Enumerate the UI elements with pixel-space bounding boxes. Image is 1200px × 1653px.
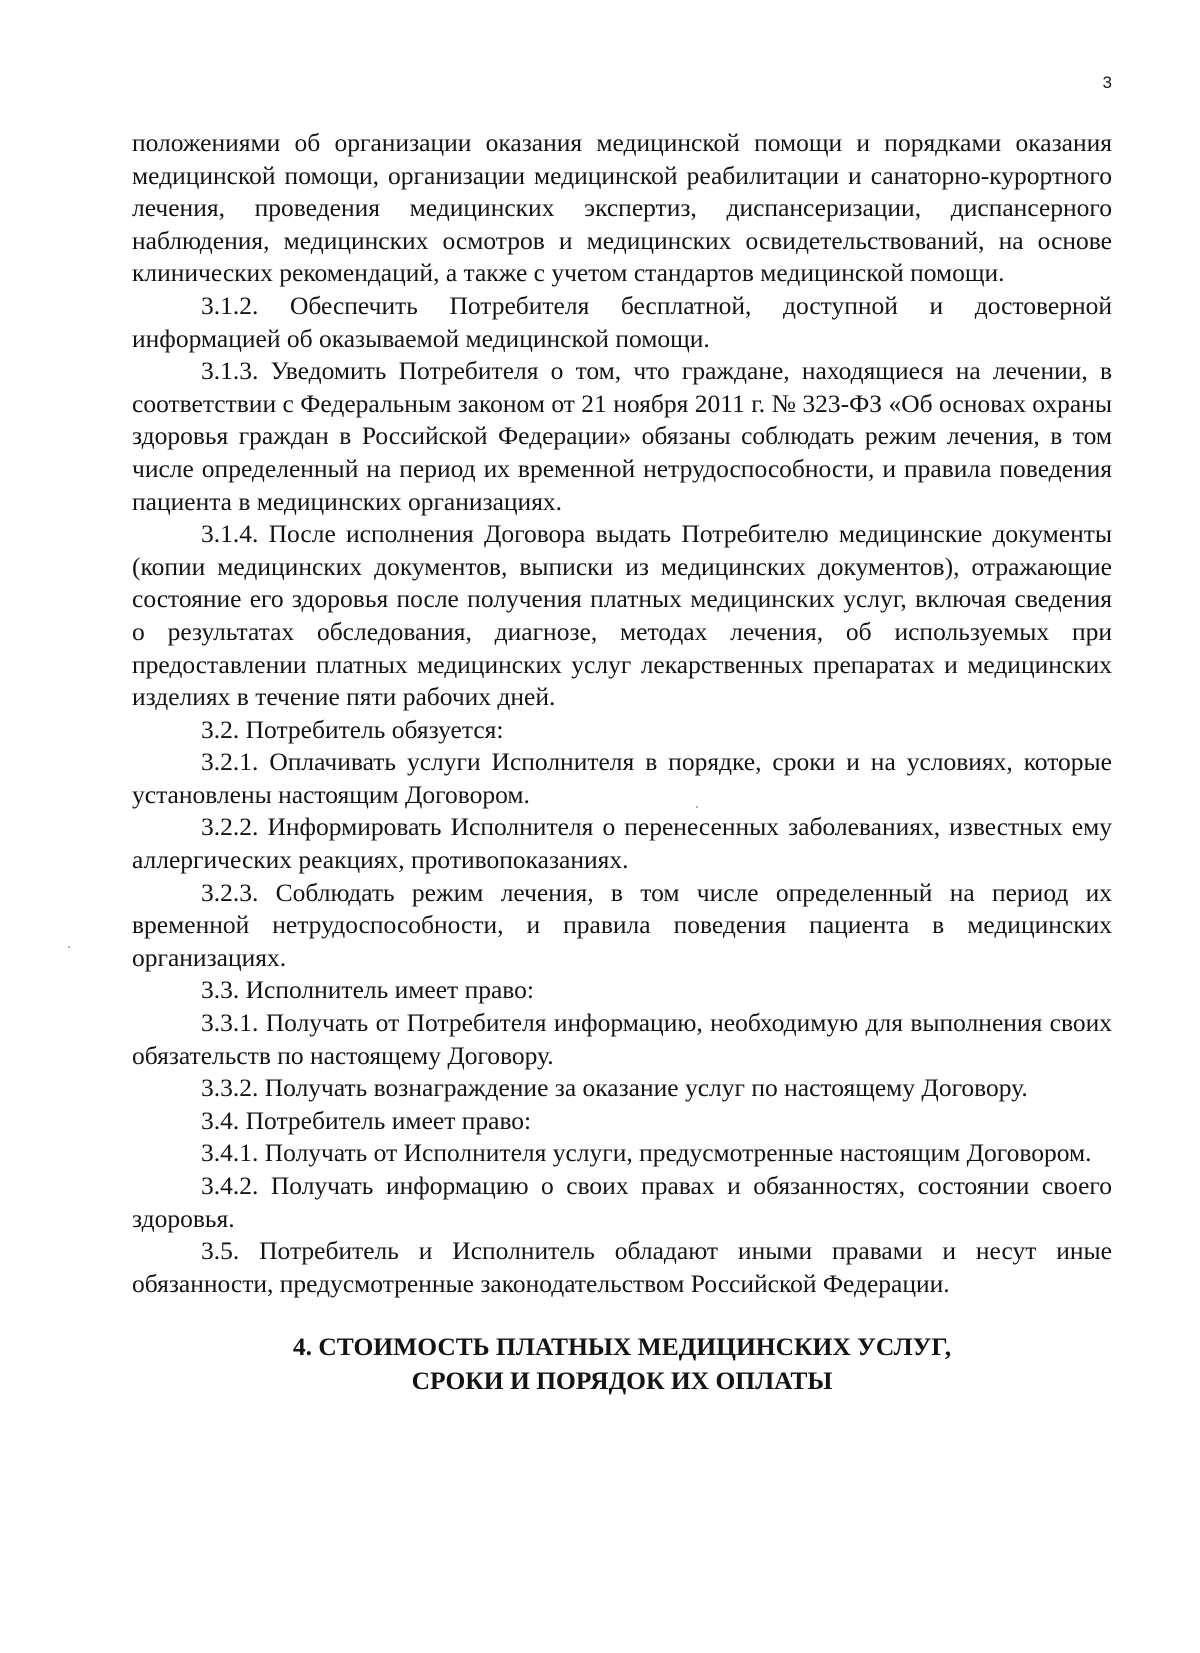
- section-heading: [132, 1330, 1112, 1398]
- paragraph-3-4: 3.4. Потребитель имеет право:: [201, 1105, 532, 1135]
- paragraph-3-2-1: 3.2.1. Оплачивать услуги Исполнителя в порядке, сроки и на условиях, которые установлены настоящим Договором.: [132, 747, 1112, 809]
- section-heading-line-1: 4. СТОИМОСТЬ ПЛАТНЫХ МЕДИЦИНСКИХ УСЛУГ,: [292, 1332, 952, 1362]
- paragraph-3-3-2: 3.3.2. Получать вознаграждение за оказание услуг по настоящему Договору.: [201, 1073, 1028, 1103]
- paragraph-continuation: положениями об организации оказания медицинской помощи и порядками оказания медицинской помощи, организации медицинской реабилитации и санаторно-курортного лечения, проведения медицинских экспертиз, диспансеризации, диспансерного наблюдения, медицинских осмотров и медицинских освидетельствований, на основе клинических рекомендаций, а также с учетом стандартов медицинской помощи.: [132, 128, 1112, 288]
- paragraph-3-3-1: 3.3.1. Получать от Потребителя информацию, необходимую для выполнения своих обязательств по настоящему Договору.: [132, 1008, 1112, 1070]
- paragraph-3-5: 3.5. Потребитель и Исполнитель обладают иными правами и несут иные обязанности, предусмотренные законодательством Российской Федерации.: [132, 1236, 1112, 1298]
- scan-speck: [68, 946, 70, 948]
- page-number: 3: [1102, 73, 1112, 92]
- paragraph-3-1-2: 3.1.2. Обеспечить Потребителя бесплатной, доступной и достоверной информацией об оказываемой медицинской помощи.: [132, 290, 1112, 353]
- paragraph-3-4-1: 3.4.1. Получать от Исполнителя услуги, предусмотренные настоящим Договором.: [201, 1138, 1092, 1168]
- paragraph-3-2-2: 3.2.2. Информировать Исполнителя о перенесенных заболеваниях, известных ему аллергических реакциях, противопоказаниях.: [132, 812, 1112, 875]
- paragraph-3-4-2: 3.4.2. Получать информацию о своих правах и обязанностях, состоянии своего здоровья.: [132, 1171, 1112, 1233]
- paragraph-3-1-4: 3.1.4. После исполнения Договора выдать Потребителю медицинские документы (копии медицинских документов, выписки из медицинских документов), отражающие состояние его здоровья после получения платных медицинских услуг, включая сведения о результатах обследования, диагнозе, методах лечения, об используемых при предоставлении платных медицинских услуг лекарственных препаратах и медицинских изделиях в течение пяти рабочих дней.: [132, 519, 1112, 712]
- paragraph-3-2-3: 3.2.3. Соблюдать режим лечения, в том числе определенный на период их временной нетрудоспособности, и правила поведения пациента в медицинских организациях.: [132, 877, 1112, 972]
- paragraph-3-1-3: 3.1.3. Уведомить Потребителя о том, что граждане, находящиеся на лечении, в соответствии с Федеральным законом от 21 ноября 2011 г. № 323-ФЗ «Об основах охраны здоровья граждан в Российской Федерации» обязаны соблюдать режим лечения, в том числе определенный на период их временной нетрудоспособности, и правила поведения пациента в медицинских организациях.: [132, 356, 1112, 516]
- section-heading-line-2: СРОКИ И ПОРЯДОК ИХ ОПЛАТЫ: [411, 1366, 833, 1396]
- scan-speck: [696, 806, 698, 808]
- document-body: [132, 127, 1112, 1398]
- paragraph-3-3: 3.3. Исполнитель имеет право:: [201, 975, 534, 1005]
- paragraph-3-2: 3.2. Потребитель обязуется:: [201, 714, 504, 744]
